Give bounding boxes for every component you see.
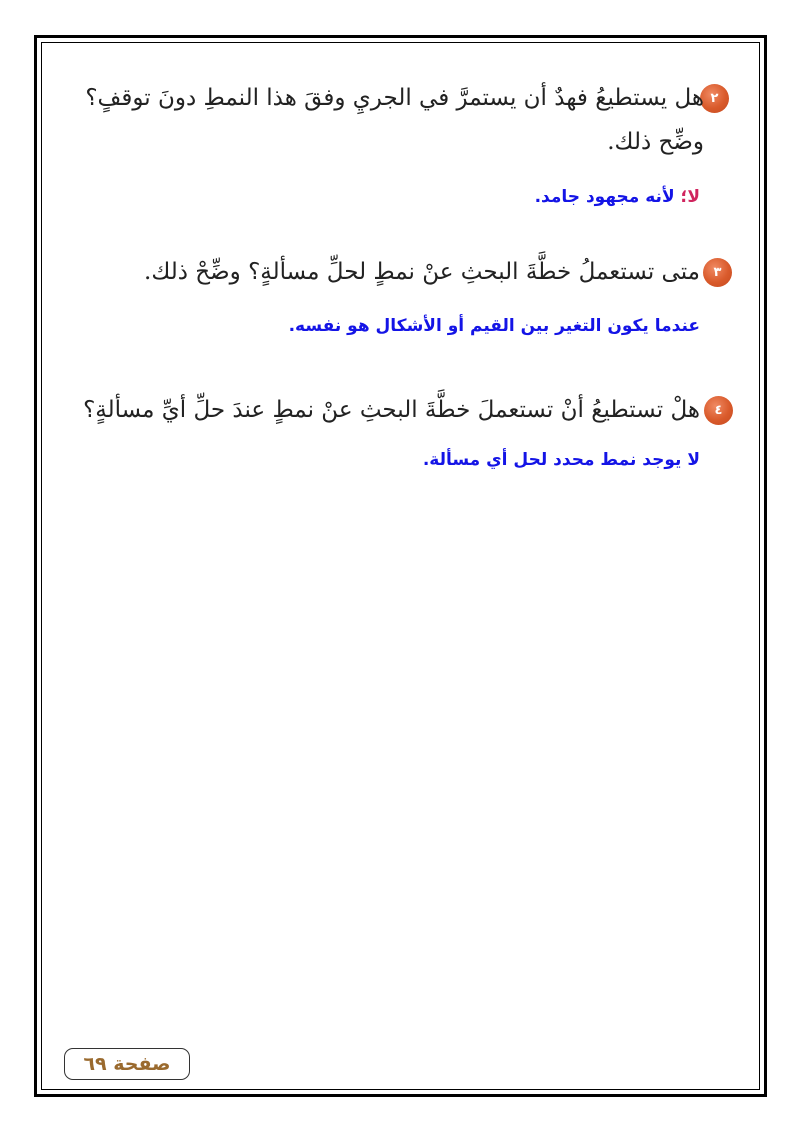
answer-text: لأنه مجهود جامد.: [534, 187, 681, 207]
question-number-badge: ٣: [703, 258, 732, 287]
question-3: [144, 250, 700, 294]
answer-text: عندما يكون التغير بين القيم أو الأشكال هو نفسه.: [288, 316, 700, 336]
question-2: [85, 76, 704, 164]
answer-2: [535, 187, 700, 207]
question-text: هل يستطيعُ فهدٌ أن يستمرَّ في الجريِ وفقَ هذا النمطِ دونَ توقفٍ؟: [85, 85, 704, 111]
question-text: هلْ تستطيعُ أنْ تستعملَ خطَّةَ البحثِ عنْ نمطٍ عندَ حلِّ أيِّ مسألةٍ؟: [83, 397, 700, 423]
page-number-label: صفحة ٦٩: [64, 1048, 190, 1080]
answer-negation: لا؛: [680, 187, 700, 207]
question-text: متى تستعملُ خطَّةَ البحثِ عنْ نمطٍ لحلِّ مسألةٍ؟ وضِّحْ ذلك.: [144, 259, 700, 285]
question-text-continued: وضِّح ذلك.: [607, 129, 704, 155]
question-number-badge: ٢: [700, 84, 729, 113]
answer-3: [289, 316, 700, 336]
question-4: [83, 388, 700, 432]
question-number-badge: ٤: [704, 396, 733, 425]
answer-4: [423, 450, 700, 470]
answer-text: لا يوجد نمط محدد لحل أي مسألة.: [422, 450, 700, 470]
